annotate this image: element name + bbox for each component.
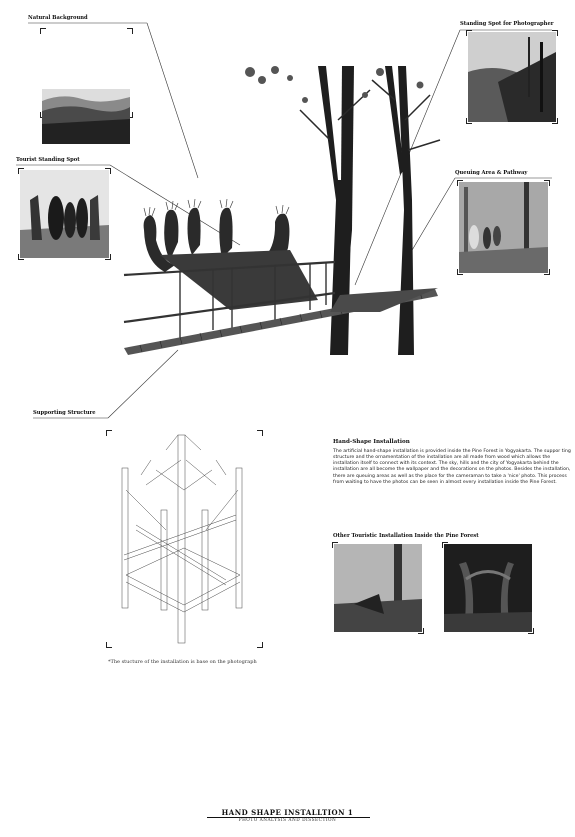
photo-image [468,32,556,122]
photo-image [459,182,548,273]
photo-queuing-area [457,180,550,275]
photo-image [444,544,532,632]
photo-image [334,544,422,632]
photo-standing-spot-photographer [466,30,558,124]
photo-image [42,89,130,144]
corner-mark [40,28,46,34]
description-body: The artificial hand-shape installation is provided inside the Pine Forest in Yogyakarta. The suppor ting structure and the ornamentation of the installation are all made from wood which allows the installation itself to connect with its context. The sky, hills and the city of Yogyakarta behind the installation are all become the wallpaper and the decorations on the photos. Besides the installation, there are queuing areas as well as the place for the cameraman to take a 'nice' photo. This process from waiting to have the photos can be seen in almost every installation inside the Pine Forest. [333,449,571,485]
label-queuing-area: Queuing Area & Pathway [455,170,528,176]
footer-title: HAND SHAPE INSTALLTION 1 [221,808,354,817]
corner-mark [127,28,133,34]
photo-natural-background [40,28,133,118]
structure-caption: *The stucture of the installation is base on the photograph [108,659,257,665]
label-supporting-structure: Supporting Structure [33,410,96,416]
photo-image [20,170,109,258]
footer-subtitle: PHOTO ANALYSIS AND DISSECTION [238,818,337,823]
label-tourist-standing-spot: Tourist Standing Spot [16,157,80,163]
photo-tourist-standing-spot [18,168,111,260]
description-title: Hand-Shape Installation [333,439,410,445]
structure-axonometric [106,430,263,648]
photo-other-installation-2 [442,542,534,634]
photo-other-installation-1 [332,542,424,634]
other-installations-title: Other Touristic Installation Inside the Pine Forest [333,533,479,539]
structure-drawing-frame [106,430,263,648]
label-natural-background: Natural Background [28,15,88,21]
label-standing-spot-photographer: Standing Spot for Photographer [460,21,554,27]
